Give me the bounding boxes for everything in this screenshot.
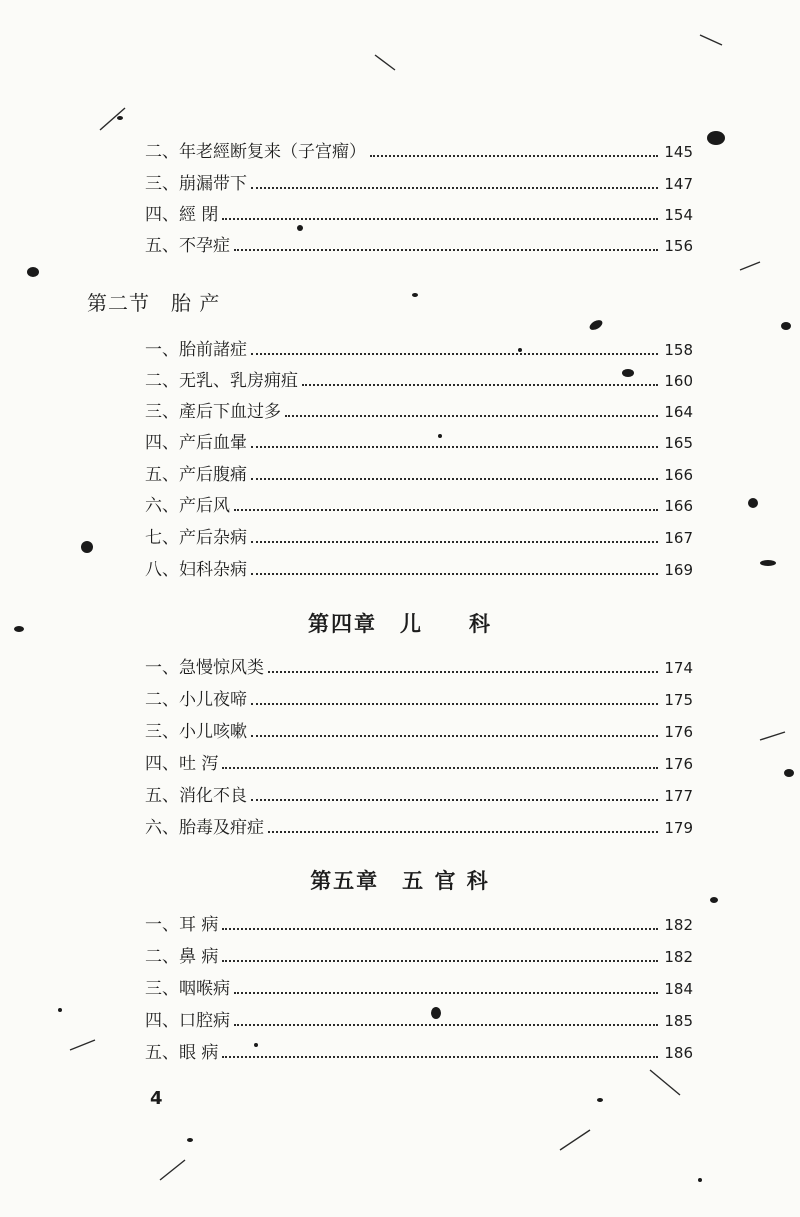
- entry-page-number: 166: [664, 497, 693, 515]
- entry-title: 无乳、乳房痈疽: [179, 371, 298, 391]
- entry-number: 六、: [145, 496, 179, 516]
- entry-number: 二、: [145, 371, 179, 391]
- entry-number: 三、: [145, 979, 179, 999]
- entry-page-number: 175: [664, 691, 693, 709]
- entry-page-number: 166: [664, 466, 693, 484]
- dot-leader: [251, 703, 658, 705]
- dot-leader: [222, 928, 658, 930]
- dot-leader: [251, 573, 658, 575]
- entry-page-number: 182: [664, 948, 693, 966]
- chapter-heading: 第五章 五 官 科: [310, 868, 490, 893]
- entry-page-number: 186: [664, 1044, 693, 1062]
- entry-page-number: 185: [664, 1012, 693, 1030]
- entry-page-number: 164: [664, 403, 693, 421]
- dot-leader: [268, 831, 658, 833]
- dot-leader: [251, 478, 658, 480]
- dot-leader: [234, 992, 658, 994]
- entry-page-number: 158: [664, 341, 693, 359]
- toc-entry: [145, 814, 693, 838]
- entry-number: 五、: [145, 786, 179, 806]
- entry-title: 產后下血过多: [179, 402, 281, 422]
- dot-leader: [222, 1056, 658, 1058]
- dot-leader: [251, 799, 658, 801]
- entry-title: 不孕症: [179, 236, 230, 256]
- entry-page-number: 174: [664, 659, 693, 677]
- entry-title: 胎毒及疳症: [179, 818, 264, 838]
- entry-number: 五、: [145, 465, 179, 485]
- toc-entry: [145, 654, 693, 678]
- entry-title: 产后血暈: [179, 433, 247, 453]
- entry-page-number: 154: [664, 206, 693, 224]
- toc-entry: [145, 524, 693, 548]
- dot-leader: [222, 767, 658, 769]
- entry-title: 消化不良: [179, 786, 247, 806]
- toc-entry: [145, 138, 693, 162]
- entry-number: 七、: [145, 528, 179, 548]
- entry-number: 二、: [145, 690, 179, 710]
- dot-leader: [234, 249, 658, 251]
- entry-number: 四、: [145, 205, 179, 225]
- entry-page-number: 160: [664, 372, 693, 390]
- toc-entry: [145, 943, 693, 967]
- entry-page-number: 169: [664, 561, 693, 579]
- toc-entry: [145, 1039, 693, 1063]
- toc-entry: [145, 461, 693, 485]
- entry-page-number: 179: [664, 819, 693, 837]
- toc-entry: [145, 492, 693, 516]
- entry-title: 耳 病: [179, 915, 219, 935]
- toc-entry: [145, 1007, 693, 1031]
- toc-entry: [145, 367, 693, 391]
- entry-number: 五、: [145, 236, 179, 256]
- entry-number: 一、: [145, 915, 179, 935]
- entry-page-number: 145: [664, 143, 693, 161]
- dot-leader: [370, 155, 658, 157]
- entry-page-number: 184: [664, 980, 693, 998]
- entry-title: 鼻 病: [179, 947, 219, 967]
- entry-page-number: 182: [664, 916, 693, 934]
- toc-entry: [145, 782, 693, 806]
- dot-leader: [251, 446, 658, 448]
- dot-leader: [234, 1024, 658, 1026]
- entry-title: 小儿夜啼: [179, 690, 247, 710]
- dot-leader: [251, 541, 658, 543]
- entry-number: 三、: [145, 722, 179, 742]
- dot-leader: [222, 218, 658, 220]
- toc-entry: [145, 911, 693, 935]
- entry-number: 二、: [145, 947, 179, 967]
- toc-entry: [145, 556, 693, 580]
- entry-title: 年老經断复来（子宫瘤）: [179, 142, 366, 162]
- entry-page-number: 156: [664, 237, 693, 255]
- toc-entry: [145, 686, 693, 710]
- entry-number: 一、: [145, 340, 179, 360]
- entry-title: 产后杂病: [179, 528, 247, 548]
- entry-title: 口腔病: [179, 1011, 230, 1031]
- dot-leader: [285, 415, 658, 417]
- entry-title: 咽喉病: [179, 979, 230, 999]
- entry-number: 三、: [145, 174, 179, 194]
- dot-leader: [302, 384, 658, 386]
- toc-entry: [145, 398, 693, 422]
- chapter-heading: 第四章 儿 科: [308, 611, 492, 636]
- toc-entry: [145, 201, 693, 225]
- toc-entry: [145, 429, 693, 453]
- entry-title: 产后风: [179, 496, 230, 516]
- entry-page-number: 147: [664, 175, 693, 193]
- toc-entry: [145, 718, 693, 742]
- page-folio-number: 4: [150, 1088, 163, 1109]
- toc-entry: [145, 170, 693, 194]
- entry-number: 一、: [145, 658, 179, 678]
- entry-title: 眼 病: [179, 1043, 219, 1063]
- entry-title: 胎前諸症: [179, 340, 247, 360]
- entry-title: 小儿咳嗽: [179, 722, 247, 742]
- dot-leader: [251, 187, 658, 189]
- entry-number: 二、: [145, 142, 179, 162]
- dot-leader: [222, 960, 658, 962]
- toc-entry: [145, 975, 693, 999]
- section-heading: 第二节 胎 产: [87, 291, 221, 315]
- entry-page-number: 167: [664, 529, 693, 547]
- entry-title: 經 閉: [179, 205, 219, 225]
- entry-number: 四、: [145, 754, 179, 774]
- dot-leader: [234, 509, 658, 511]
- entry-page-number: 177: [664, 787, 693, 805]
- toc-entry: [145, 232, 693, 256]
- entry-title: 急慢惊风类: [179, 658, 264, 678]
- toc-entry: [145, 336, 693, 360]
- entry-page-number: 176: [664, 723, 693, 741]
- entry-page-number: 165: [664, 434, 693, 452]
- entry-number: 四、: [145, 433, 179, 453]
- entry-title: 妇科杂病: [179, 560, 247, 580]
- entry-number: 六、: [145, 818, 179, 838]
- entry-title: 产后腹痛: [179, 465, 247, 485]
- dot-leader: [268, 671, 658, 673]
- entry-number: 四、: [145, 1011, 179, 1031]
- entry-number: 三、: [145, 402, 179, 422]
- entry-title: 吐 泻: [179, 754, 219, 774]
- toc-entry: [145, 750, 693, 774]
- entry-title: 崩漏带下: [179, 174, 247, 194]
- entry-number: 八、: [145, 560, 179, 580]
- dot-leader: [251, 353, 658, 355]
- entry-number: 五、: [145, 1043, 179, 1063]
- entry-page-number: 176: [664, 755, 693, 773]
- dot-leader: [251, 735, 658, 737]
